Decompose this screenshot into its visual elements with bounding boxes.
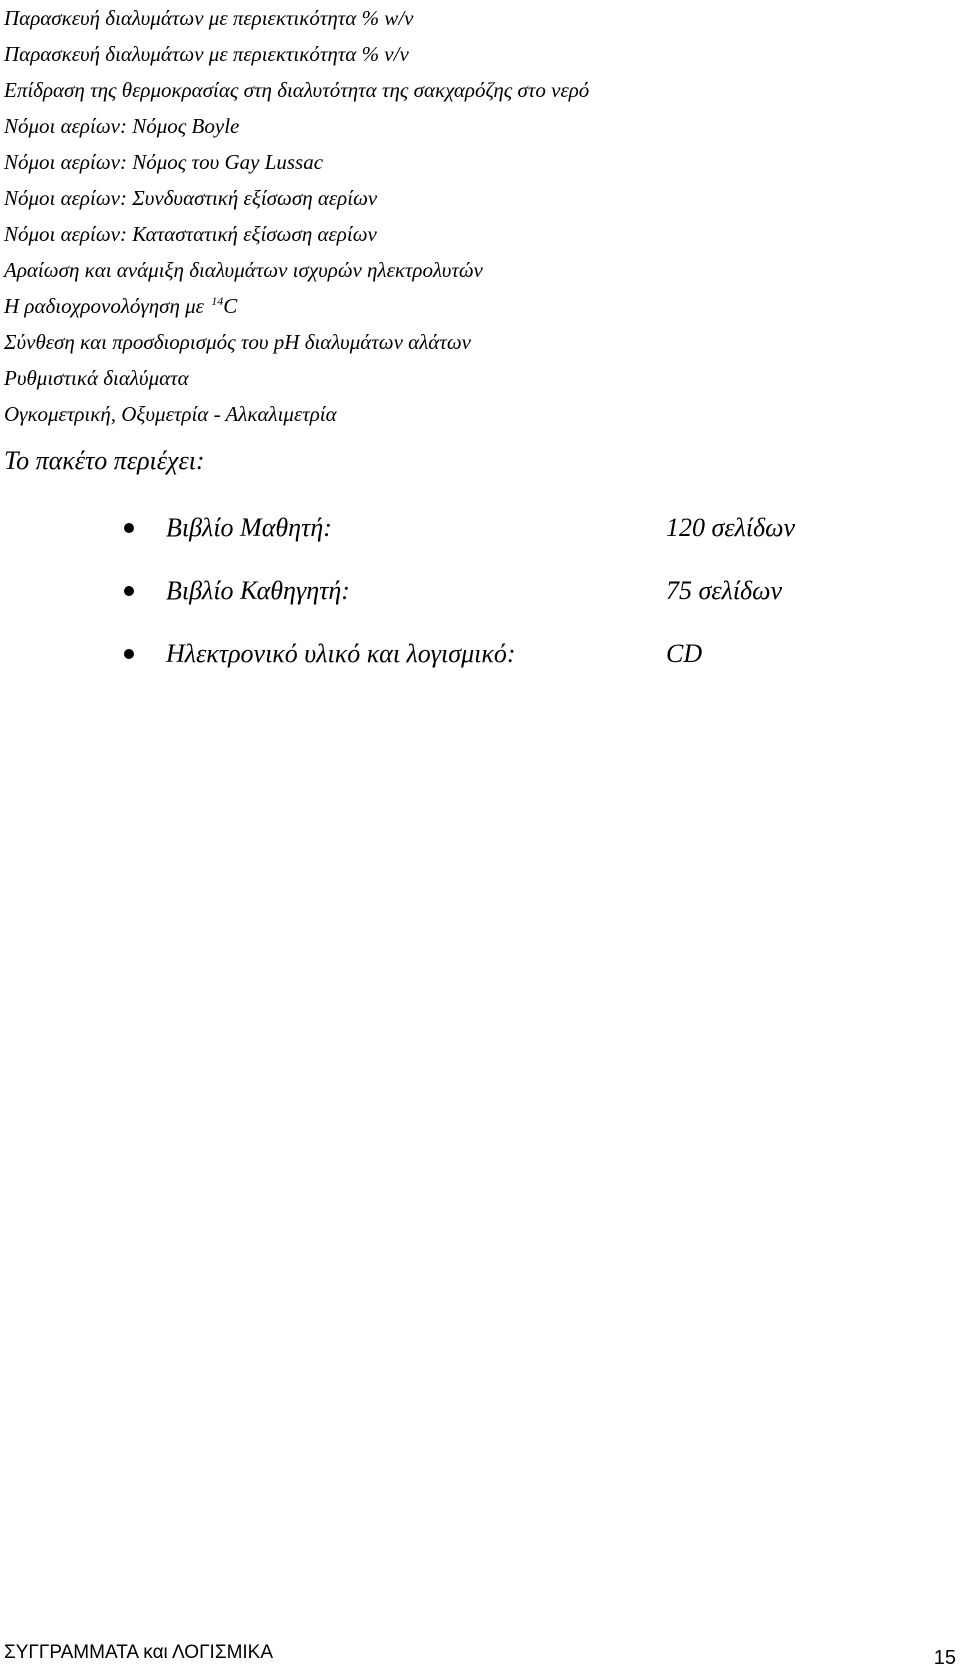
package-item-value: 120 σελίδων [666,513,796,542]
bullet-icon [124,586,134,596]
topic-item: Παρασκευή διαλυμάτων με περιεκτικότητα % w/v [4,6,414,30]
topic-item-radiocarbon [4,288,589,324]
topic-item: Νόμοι αερίων: Συνδυαστική εξίσωση αερίων [4,186,378,210]
package-item-label: Βιβλίο Μαθητή: [166,513,332,542]
footer-section-title: ΣΥΓΓΡΑΜΜΑΤΑ και ΛΟΓΙΣΜΙΚΑ [4,1642,274,1663]
bullet-icon [124,523,134,533]
topic-item: Σύνθεση και προσδιορισμός του pH διαλυμάτων αλάτων [4,330,471,354]
package-item-label: Ηλεκτρονικό υλικό και λογισμικό: [166,639,516,668]
topic-item: Παρασκευή διαλυμάτων με περιεκτικότητα % v/v [4,42,409,66]
topic-item: Ογκομετρική, Οξυμετρία - Αλκαλιμετρία [4,402,337,426]
topic-radiocarbon-text: Η ραδιοχρονολόγηση με [4,294,210,318]
topic-item: Νόμοι αερίων: Νόμος Boyle [4,114,240,138]
package-item-value: CD [666,639,703,668]
topic-item: Αραίωση και ανάμιξη διαλυμάτων ισχυρών ηλεκτρολυτών [4,258,483,282]
package-item-label: Βιβλίο Καθηγητή: [166,576,350,605]
topic-list [4,0,589,432]
topic-item: Επίδραση της θερμοκρασίας στη διαλυτότητα της σακχαρόζης στο νερό [4,78,590,102]
package-heading: Το πακέτο περιέχει: [4,446,205,475]
package-item-value: 75 σελίδων [666,576,783,605]
topic-item: Ρυθμιστικά διαλύματα [4,366,189,390]
package-item [0,635,960,698]
page-number: 15 [933,1647,956,1669]
isotope-symbol: C [223,294,238,318]
topic-item: Νόμοι αερίων: Καταστατική εξίσωση αερίων [4,222,377,246]
package-item [0,509,960,572]
topic-item: Νόμοι αερίων: Νόμος του Gay Lussac [4,150,324,174]
bullet-icon [124,649,134,659]
package-item [0,572,960,635]
package-contents-list [0,509,960,698]
isotope-mass-number: 14 [211,294,224,308]
